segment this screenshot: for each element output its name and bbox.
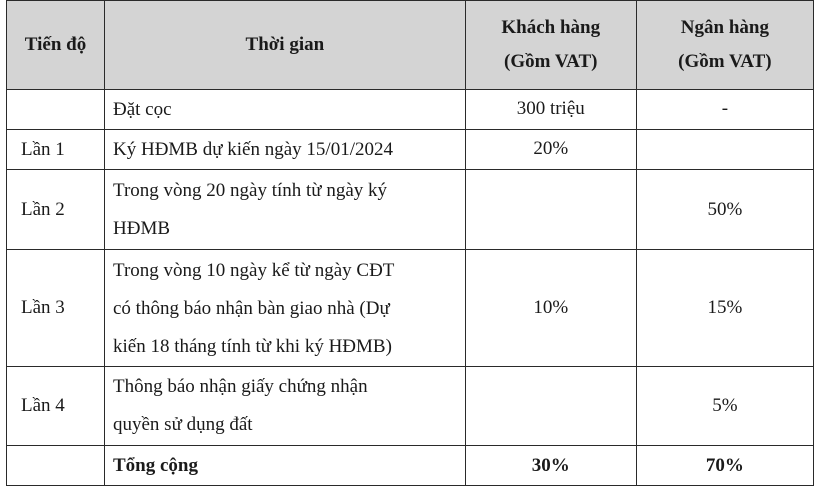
total-bank: 70% xyxy=(636,446,813,486)
total-customer: 30% xyxy=(465,446,636,486)
payment-schedule-container xyxy=(6,0,814,486)
cell-bank: 15% xyxy=(636,250,813,367)
cell-time-line: Trong vòng 20 ngày tính từ ngày ký xyxy=(113,179,388,201)
cell-time-line: quyền sử dụng đất xyxy=(113,414,253,435)
cell-time-line: kiến 18 tháng tính từ khi ký HĐMB) xyxy=(113,336,392,357)
table-row-stage-1 xyxy=(7,130,814,170)
cell-bank: 5% xyxy=(636,367,813,446)
header-customer-line2: (Gồm VAT) xyxy=(504,51,598,72)
cell-time xyxy=(105,367,466,446)
header-customer xyxy=(465,1,636,90)
cell-customer xyxy=(465,367,636,446)
table-row-stage-2 xyxy=(7,170,814,250)
cell-time-line: HĐMB xyxy=(113,217,171,239)
header-time: Thời gian xyxy=(105,1,466,90)
header-bank-line2: (Gồm VAT) xyxy=(678,51,772,72)
cell-time xyxy=(105,170,466,250)
cell-bank: 50% xyxy=(636,170,813,250)
cell-stage xyxy=(7,90,105,130)
table-header-row xyxy=(7,1,814,90)
cell-time-line: Trong vòng 10 ngày kể từ ngày CĐT xyxy=(113,260,395,281)
cell-customer: 300 triệu xyxy=(465,90,636,130)
cell-customer xyxy=(465,170,636,250)
cell-time xyxy=(105,90,466,130)
header-bank xyxy=(636,1,813,90)
cell-stage: Lần 4 xyxy=(7,367,105,446)
table-row-stage-3 xyxy=(7,250,814,367)
cell-stage: Lần 2 xyxy=(7,170,105,250)
cell-stage xyxy=(7,446,105,486)
cell-bank xyxy=(636,130,813,170)
cell-customer: 10% xyxy=(465,250,636,367)
header-bank-line1: Ngân hàng xyxy=(680,17,769,38)
cell-time xyxy=(105,250,466,367)
header-customer-line1: Khách hàng xyxy=(501,17,601,38)
cell-customer: 20% xyxy=(465,130,636,170)
total-label: Tổng cộng xyxy=(105,446,466,486)
table-row-stage-4 xyxy=(7,367,814,446)
cell-time-line: Thông báo nhận giấy chứng nhận xyxy=(113,376,368,397)
cell-time-line: Ký HĐMB dự kiến ngày 15/01/2024 xyxy=(113,138,393,160)
cell-time-line: có thông báo nhận bàn giao nhà (Dự xyxy=(113,298,390,319)
cell-time-line: Đặt cọc xyxy=(113,98,172,120)
cell-bank: - xyxy=(636,90,813,130)
cell-stage: Lần 1 xyxy=(7,130,105,170)
cell-stage: Lần 3 xyxy=(7,250,105,367)
payment-schedule-table xyxy=(6,0,814,486)
table-row-deposit xyxy=(7,90,814,130)
cell-time xyxy=(105,130,466,170)
table-row-total xyxy=(7,446,814,486)
header-stage: Tiến độ xyxy=(7,1,105,90)
